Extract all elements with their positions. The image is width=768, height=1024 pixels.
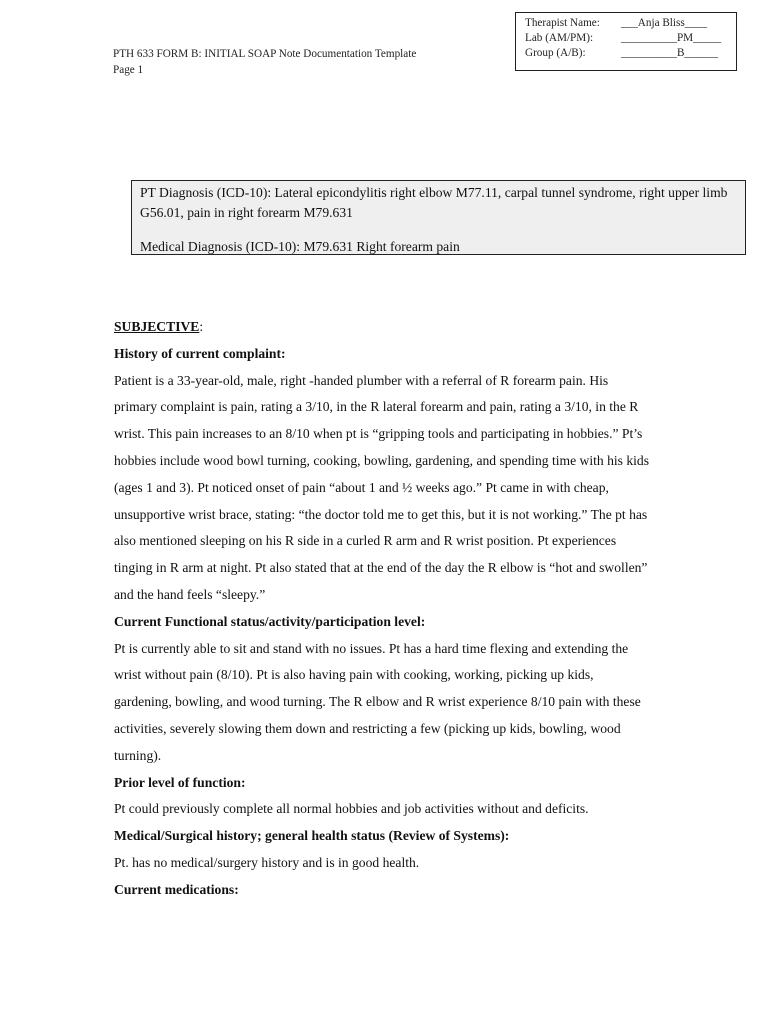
page-number: Page 1	[113, 64, 144, 76]
lab-row	[525, 31, 736, 46]
group-value: __________B______	[621, 47, 718, 59]
medical-diagnosis: Medical Diagnosis (ICD-10): M79.631 Right forearm pain	[140, 239, 460, 254]
functional-heading: Current Functional status/activity/participation level:	[114, 613, 426, 629]
subjective-section	[114, 314, 654, 904]
form-title: PTH 633 FORM B: INITIAL SOAP Note Documentation Template	[113, 48, 417, 60]
history-text: Patient is a 33-year-old, male, right -handed plumber with a referral of R forearm pain. His primary complaint is pain, rating a 3/10, in the R lateral forearm and pain, rating a 3/10, in the R wrist. This pain increases to an 8/10 when pt is “gripping tools and participating in hobbies.” Pt’s hobbies include wood bowl turning, cooking, bowling, gardening, and spending time with his kids (ages 1 and 3). Pt noticed onset of pain “about 1 and ½ weeks ago.” Pt came in with cheap, unsupportive wrist brace, stating: “the doctor told me to get this, but it is not working.” The pt has also mentioned sleeping on his R side in a curled R arm and R wrist position. Pt experiences tinging in R arm at night. Pt also stated that at the end of the day the R elbow is “hot and swollen” and the hand feels “sleepy.”	[114, 372, 650, 602]
medications-heading: Current medications:	[114, 881, 239, 897]
lab-label: Lab (AM/PM):	[525, 32, 594, 44]
lab-value: __________PM_____	[621, 32, 722, 44]
subjective-heading	[114, 314, 654, 341]
medical-history-text: Pt. has no medical/surgery history and is in good health.	[114, 854, 420, 870]
medical-history-heading: Medical/Surgical history; general health status (Review of Systems):	[114, 828, 510, 844]
therapist-name-label: Therapist Name:	[525, 17, 600, 29]
history-heading: History of current complaint:	[114, 345, 286, 361]
functional-text: Pt is currently able to sit and stand with no issues. Pt has a hard time flexing and extending the wrist without pain (8/10). Pt is also having pain with cooking, working, picking up kids, gardening, bowling, and wood turning. The R elbow and R wrist experience 8/10 pain with these activities, severely slowing them down and restricting a few (picking up kids, bowling, wood turning).	[114, 640, 641, 763]
diagnosis-box	[131, 180, 746, 255]
therapist-name-row	[525, 16, 736, 31]
therapist-name-value: ___Anja Bliss____	[621, 17, 708, 29]
subjective-colon: :	[199, 319, 204, 334]
group-row	[525, 46, 736, 61]
document-header	[113, 46, 416, 78]
group-label: Group (A/B):	[525, 47, 586, 59]
therapist-info-box	[515, 12, 737, 71]
prior-function-heading: Prior level of function:	[114, 774, 246, 790]
pt-diagnosis: PT Diagnosis (ICD-10): Lateral epicondylitis right elbow M77.11, carpal tunnel syndrome, right upper limb G56.01, pain in right forearm M79.631	[140, 185, 728, 220]
subjective-title: SUBJECTIVE	[114, 319, 200, 334]
prior-function-text: Pt could previously complete all normal hobbies and job activities without and deficits.	[114, 801, 589, 817]
